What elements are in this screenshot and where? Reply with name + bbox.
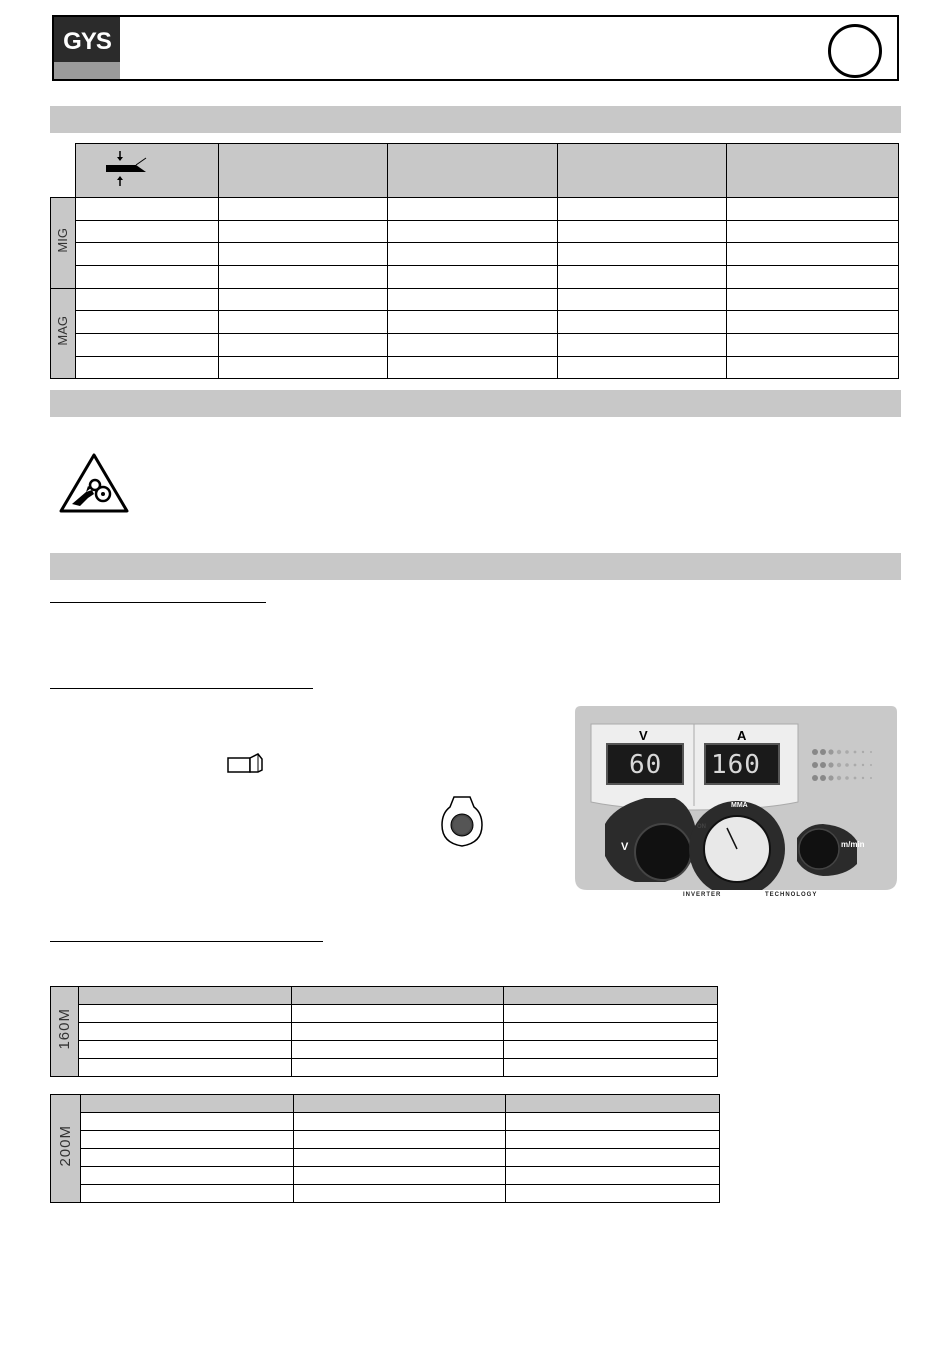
model-label-200m: 200M: [51, 1095, 81, 1203]
table-cell: [727, 334, 899, 357]
group-label-mag: MAG: [51, 289, 76, 379]
subheading-rule-1: [50, 602, 266, 603]
section-bar-1: [50, 106, 901, 133]
table-cell: [557, 357, 727, 379]
table-cell: [557, 243, 727, 266]
column-header: [218, 144, 388, 198]
table-cell: [218, 311, 388, 334]
table-cell: [504, 1005, 718, 1023]
model-table-200m: [50, 1094, 720, 1203]
table-cell: [506, 1185, 720, 1203]
table-cell: [80, 1131, 293, 1149]
table-cell: [557, 334, 727, 357]
table-cell: [388, 221, 558, 243]
table-cell: [504, 1059, 718, 1077]
logo-text: GYS: [63, 28, 111, 55]
control-panel: [575, 706, 897, 898]
table-cell: [388, 311, 558, 334]
table-cell: [388, 198, 558, 221]
mma-label: MMA: [731, 802, 748, 809]
column-header: [80, 1095, 293, 1113]
technology-label: TECHNOLOGY: [765, 892, 818, 898]
section-bar-3: [50, 553, 901, 580]
amp-display: 160: [711, 750, 761, 780]
column-header: [293, 1095, 506, 1113]
table-cell: [78, 1005, 291, 1023]
section-bar-2: [50, 390, 901, 417]
subheading-rule-2: [50, 688, 313, 689]
table-cell: [218, 266, 388, 289]
inverter-label: INVERTER: [683, 892, 722, 898]
column-header: [388, 144, 558, 198]
table-cell: [727, 266, 899, 289]
table-cell: [388, 266, 558, 289]
column-header: [727, 144, 899, 198]
logo-band: [54, 62, 120, 79]
table-cell: [727, 289, 899, 311]
table-cell: [291, 1023, 504, 1041]
column-header: [504, 987, 718, 1005]
table-cell: [80, 1149, 293, 1167]
amp-label: A: [737, 728, 747, 743]
table-cell: [291, 1005, 504, 1023]
table-cell: [78, 1059, 291, 1077]
table-cell: [291, 1059, 504, 1077]
torch-trigger-icon: [440, 795, 484, 849]
table-cell: [506, 1167, 720, 1185]
table-cell: [75, 221, 218, 243]
table-cell: [291, 1041, 504, 1059]
table-cell: [557, 311, 727, 334]
header-frame: [52, 15, 899, 81]
table-cell: [75, 357, 218, 379]
table-corner: [51, 144, 76, 198]
column-header: [291, 987, 504, 1005]
language-circle-icon: [828, 24, 882, 78]
table-cell: [506, 1149, 720, 1167]
table-cell: [388, 289, 558, 311]
table-cell: [293, 1185, 506, 1203]
table-cell: [80, 1113, 293, 1131]
table-cell: [78, 1023, 291, 1041]
thickness-header: [75, 144, 218, 198]
table-cell: [75, 243, 218, 266]
table-cell: [75, 266, 218, 289]
subheading-rule-3: [50, 941, 323, 942]
table-cell: [75, 289, 218, 311]
table-cell: [388, 357, 558, 379]
wire-reel-switch-icon: [226, 751, 266, 775]
table-cell: [557, 198, 727, 221]
sheet-thickness-icon: [76, 144, 218, 192]
table-cell: [218, 198, 388, 221]
table-cell: [293, 1149, 506, 1167]
column-header: [78, 987, 291, 1005]
table-cell: [727, 221, 899, 243]
table-cell: [727, 357, 899, 379]
table-cell: [80, 1167, 293, 1185]
table-cell: [557, 266, 727, 289]
on-label: ON: [697, 824, 706, 830]
table-cell: [293, 1131, 506, 1149]
table-cell: [218, 357, 388, 379]
table-cell: [557, 221, 727, 243]
table-cell: [727, 198, 899, 221]
entanglement-warning-icon: [58, 452, 130, 514]
knob-voltage-label: V: [621, 841, 629, 853]
table-cell: [388, 334, 558, 357]
group-label-mig: MIG: [51, 198, 76, 289]
voltage-display: 60: [629, 750, 663, 780]
table-cell: [75, 334, 218, 357]
table-cell: [218, 289, 388, 311]
table-cell: [75, 198, 218, 221]
table-cell: [218, 243, 388, 266]
table-cell: [727, 311, 899, 334]
table-cell: [293, 1113, 506, 1131]
table-cell: [504, 1023, 718, 1041]
table-cell: [557, 289, 727, 311]
knob-wire-speed-label: m/min: [841, 840, 865, 849]
table-cell: [388, 243, 558, 266]
column-header: [557, 144, 727, 198]
table-cell: [75, 311, 218, 334]
table-cell: [727, 243, 899, 266]
table-cell: [80, 1185, 293, 1203]
table-cell: [218, 221, 388, 243]
table-cell: [506, 1113, 720, 1131]
voltage-label: V: [639, 728, 648, 743]
model-label-160m: 160M: [51, 987, 79, 1077]
table-cell: [78, 1041, 291, 1059]
table-cell: [504, 1041, 718, 1059]
model-table-160m: [50, 986, 718, 1077]
wire-thickness-table: [50, 143, 899, 379]
column-header: [506, 1095, 720, 1113]
table-cell: [218, 334, 388, 357]
table-cell: [506, 1131, 720, 1149]
table-cell: [293, 1167, 506, 1185]
